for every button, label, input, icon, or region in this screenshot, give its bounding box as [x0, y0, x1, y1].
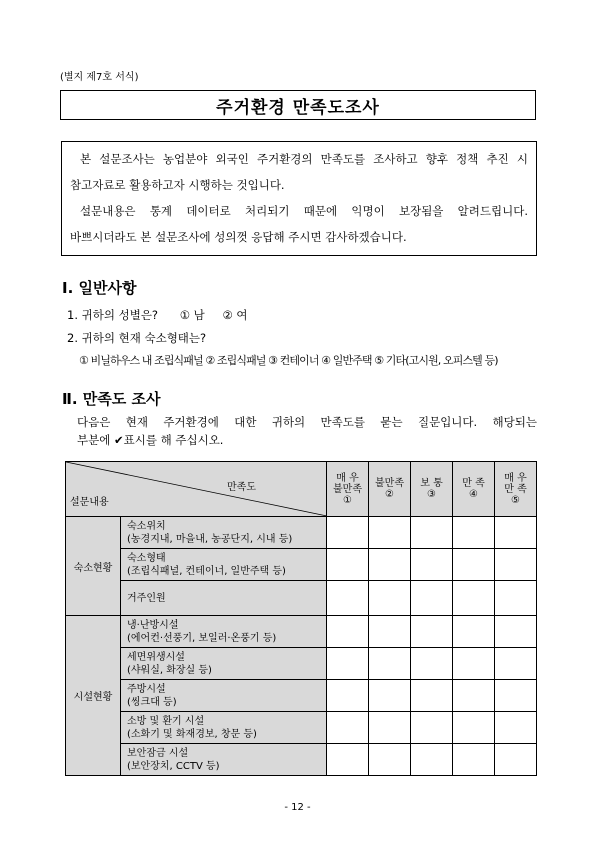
item-label: 보안잠금 시설 (보안장치, CCTV 등): [121, 744, 327, 776]
instruction-line-1: 다음은 현재 주거환경에 대한 귀하의 만족도를 묻는 질문입니다. 해당되는: [77, 415, 537, 429]
rating-cell[interactable]: [495, 581, 537, 616]
section-2-instructions: [77, 413, 537, 449]
table-row: [66, 744, 537, 776]
rating-cell[interactable]: [369, 581, 411, 616]
gender-option-male[interactable]: ① 남: [179, 308, 205, 322]
rating-cell[interactable]: [495, 517, 537, 549]
rating-cell[interactable]: [411, 712, 453, 744]
rating-cell[interactable]: [327, 680, 369, 712]
rating-cell[interactable]: [327, 744, 369, 776]
rating-cell[interactable]: [411, 680, 453, 712]
table-row: [66, 616, 537, 648]
header-corner: [66, 462, 327, 517]
table-row: [66, 648, 537, 680]
corner-label-satisfaction: 만족도: [227, 482, 256, 493]
rating-cell[interactable]: [453, 616, 495, 648]
rating-cell[interactable]: [453, 581, 495, 616]
table-row: [66, 581, 537, 616]
rating-cell[interactable]: [369, 616, 411, 648]
item-label: 숙소위치 (농경지내, 마을내, 농공단지, 시내 등): [121, 517, 327, 549]
item-label: 냉·난방시설 (에어컨·선풍기, 보일러·온풍기 등): [121, 616, 327, 648]
rating-cell[interactable]: [453, 517, 495, 549]
rating-cell[interactable]: [453, 744, 495, 776]
table-row: [66, 549, 537, 581]
rating-cell[interactable]: [327, 581, 369, 616]
rating-cell[interactable]: [453, 648, 495, 680]
item-label: 세면위생시설 (샤워실, 화장실 등): [121, 648, 327, 680]
intro-box: [61, 141, 537, 256]
section-2-heading: Ⅱ. 만족도 조사: [62, 390, 161, 408]
rating-cell[interactable]: [495, 680, 537, 712]
rating-cell[interactable]: [327, 648, 369, 680]
rating-cell[interactable]: [495, 744, 537, 776]
category-facility-status: 시설현황: [66, 616, 121, 776]
rating-cell[interactable]: [369, 549, 411, 581]
intro-line-4: 바쁘시더라도 본 설문조사에 성의껏 응답해 주시면 감사하겠습니다.: [70, 230, 407, 244]
rating-cell[interactable]: [369, 712, 411, 744]
rating-cell[interactable]: [495, 648, 537, 680]
rating-cell[interactable]: [453, 549, 495, 581]
item-label: 숙소형태 (조립식패널, 컨테이너, 일반주택 등): [121, 549, 327, 581]
col-header-very-dissatisfied: 매 우 불만족 ①: [327, 462, 369, 517]
rating-cell[interactable]: [495, 549, 537, 581]
col-header-dissatisfied: 불만족 ②: [369, 462, 411, 517]
item-label: 거주인원: [121, 581, 327, 616]
item-label: 주방시설 (씽크대 등): [121, 680, 327, 712]
table-row: [66, 712, 537, 744]
rating-cell[interactable]: [411, 549, 453, 581]
rating-cell[interactable]: [369, 680, 411, 712]
document-title: [60, 90, 536, 120]
housing-type-options[interactable]: ① 비닐하우스 내 조립식패널 ② 조립식패널 ③ 컨테이너 ④ 일반주택 ⑤ 기타(고시원, 오피스텔 등): [79, 354, 498, 367]
rating-cell[interactable]: [327, 616, 369, 648]
instruction-line-2: 부분에 ✔표시를 해 주십시오.: [77, 433, 224, 447]
col-header-satisfied: 만 족 ④: [453, 462, 495, 517]
col-header-neutral: 보 통 ③: [411, 462, 453, 517]
intro-line-1: 본 설문조사는 농업분야 외국인 주거환경의 만족도를 조사하고 향후 정책 추진 시: [80, 152, 528, 166]
intro-line-2: 참고자료로 활용하고자 시행하는 것입니다.: [70, 178, 285, 192]
rating-cell[interactable]: [327, 712, 369, 744]
item-label: 소방 및 환기 시설 (소화기 및 화재경보, 창문 등): [121, 712, 327, 744]
title-text: 주거환경 만족도조사: [216, 97, 380, 118]
table-row: [66, 680, 537, 712]
gender-option-female[interactable]: ② 여: [222, 308, 248, 322]
rating-cell[interactable]: [369, 744, 411, 776]
form-number: (별지 제7호 서식): [60, 72, 139, 83]
rating-cell[interactable]: [495, 616, 537, 648]
rating-cell[interactable]: [369, 517, 411, 549]
question-1-text: 1. 귀하의 성별은?: [67, 308, 159, 322]
rating-cell[interactable]: [327, 517, 369, 549]
rating-cell[interactable]: [453, 712, 495, 744]
section-1-heading: Ⅰ. 일반사항: [62, 279, 137, 297]
rating-cell[interactable]: [411, 581, 453, 616]
category-housing-status: 숙소현황: [66, 517, 121, 616]
rating-cell[interactable]: [411, 648, 453, 680]
question-1: [67, 307, 248, 323]
rating-cell[interactable]: [411, 744, 453, 776]
corner-label-survey-content: 설문내용: [70, 497, 109, 508]
rating-cell[interactable]: [411, 517, 453, 549]
rating-cell[interactable]: [327, 549, 369, 581]
question-2: 2. 귀하의 현재 숙소형태는?: [67, 331, 207, 345]
col-header-very-satisfied: 매 우 만 족 ⑤: [495, 462, 537, 517]
rating-cell[interactable]: [411, 616, 453, 648]
rating-cell[interactable]: [453, 680, 495, 712]
rating-cell[interactable]: [495, 712, 537, 744]
intro-line-3: 설문내용은 통계 데이터로 처리되기 때문에 익명이 보장됨을 알려드립니다.: [80, 204, 528, 218]
satisfaction-table: [65, 461, 537, 776]
page-number: - 12 -: [284, 802, 311, 813]
table-row: [66, 517, 537, 549]
rating-cell[interactable]: [369, 648, 411, 680]
